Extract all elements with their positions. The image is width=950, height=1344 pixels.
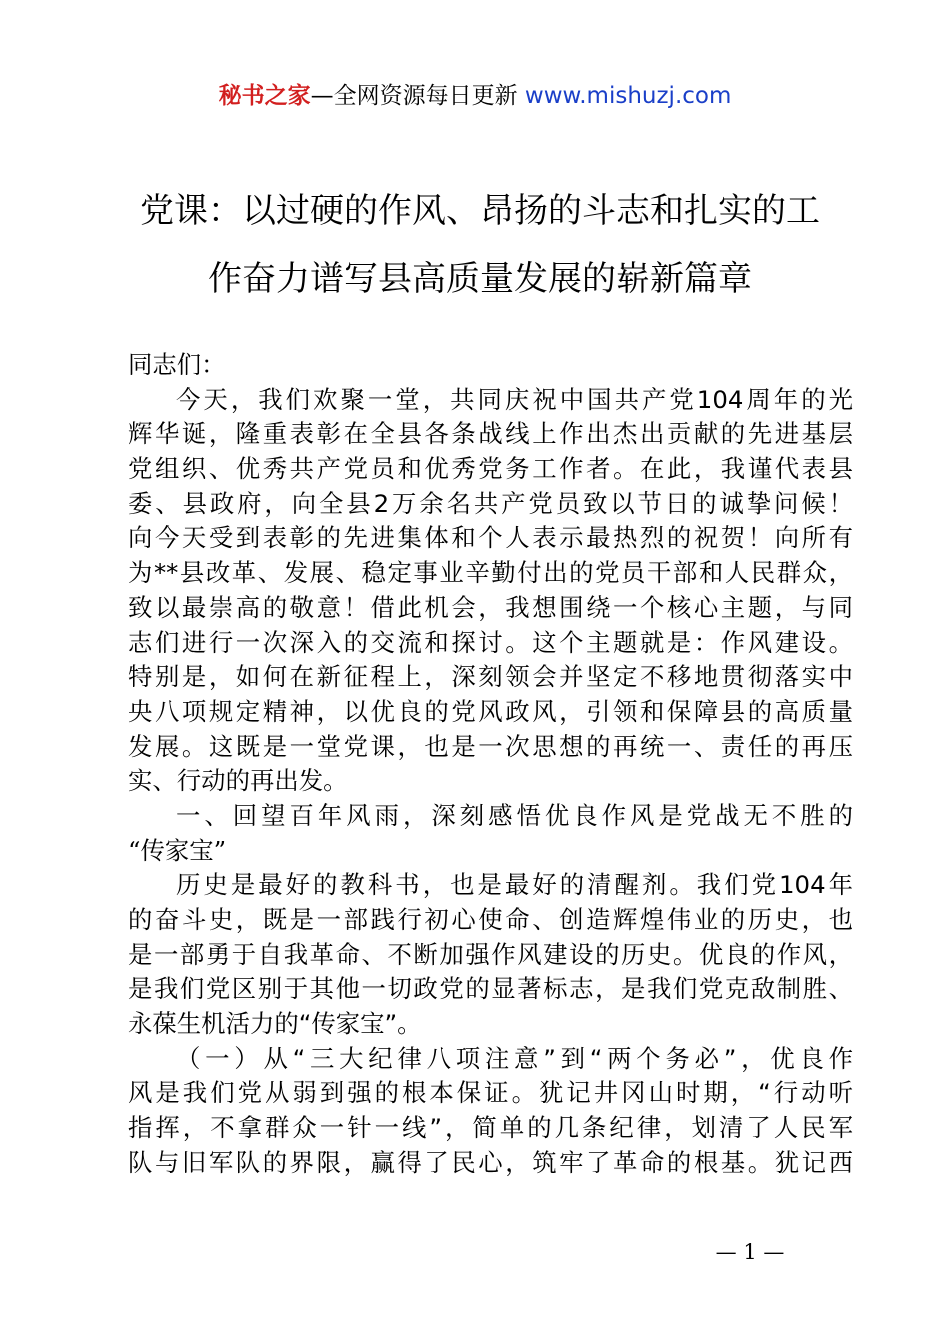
page-number: — 1 — xyxy=(715,1240,785,1264)
body-line: （一）从“三大纪律八项注意”到“两个务必”，优良作 xyxy=(176,1043,853,1073)
body-line: 永葆生机活力的“传家宝”。 xyxy=(128,1009,422,1039)
document-title-line-1: 党课：以过硬的作风、昂扬的斗志和扎实的工 xyxy=(140,191,820,231)
body-line: 今天，我们欢聚一堂，共同庆祝中国共产党104周年的光 xyxy=(176,384,853,414)
section-heading-line: 一、回望百年风雨，深刻感悟优良作风是党战无不胜的 xyxy=(176,800,853,830)
body-line: 致以最崇高的敬意！借此机会，我想围绕一个核心主题，与同 xyxy=(128,592,853,622)
body-line: 志们进行一次深入的交流和探讨。这个主题就是：作风建设。 xyxy=(128,627,853,657)
body-line: 特别是，如何在新征程上，深刻领会并坚定不移地贯彻落实中 xyxy=(128,662,853,692)
site-url-link[interactable]: www.mishuzj.com xyxy=(524,83,732,109)
body-line: 向今天受到表彰的先进集体和个人表示最热烈的祝贺！向所有 xyxy=(128,523,853,553)
document-title-line-2: 作奋力谱写县高质量发展的崭新篇章 xyxy=(208,259,752,299)
body-line: 的奋斗史，既是一部践行初心使命、创造辉煌伟业的历史，也 xyxy=(128,905,853,934)
body-line: 辉华诞，隆重表彰在全县各条战线上作出杰出贡献的先进基层 xyxy=(128,419,853,449)
body-line: 队与旧军队的界限，赢得了民心，筑牢了革命的根基。犹记西 xyxy=(128,1147,853,1177)
brand-name: 秘书之家 xyxy=(218,83,311,109)
body-line: 党组织、优秀共产党员和优秀党务工作者。在此，我谨代表县 xyxy=(128,454,853,484)
body-line: 风是我们党从弱到强的根本保证。犹记井冈山时期，“行动听 xyxy=(128,1078,853,1108)
document-body xyxy=(128,348,853,1181)
body-line: 历史是最好的教科书，也是最好的清醒剂。我们党104年 xyxy=(176,870,853,900)
site-header xyxy=(0,80,950,112)
body-line: 为**县改革、发展、稳定事业辛勤付出的党员干部和人民群众， xyxy=(128,558,853,588)
header-tagline: —全网资源每日更新 xyxy=(310,83,518,109)
section-heading-line: “传家宝” xyxy=(128,835,227,865)
body-line: 指挥，不拿群众一针一线”，简单的几条纪律，划清了人民军 xyxy=(128,1113,853,1143)
body-line: 央八项规定精神，以优良的党风政风，引领和保障县的高质量 xyxy=(128,696,853,726)
body-line: 同志们： xyxy=(128,350,226,379)
body-line: 是我们党区别于其他一切政党的显著标志，是我们党克敌制胜、 xyxy=(128,974,853,1004)
body-line: 是一部勇于自我革命、不断加强作风建设的历史。优良的作风， xyxy=(128,939,853,969)
body-line: 委、县政府，向全县2万余名共产党员致以节日的诚挚问候！ xyxy=(128,488,853,518)
body-line: 发展。这既是一堂党课，也是一次思想的再统一、责任的再压 xyxy=(128,731,853,761)
body-line: 实、行动的再出发。 xyxy=(128,766,348,796)
